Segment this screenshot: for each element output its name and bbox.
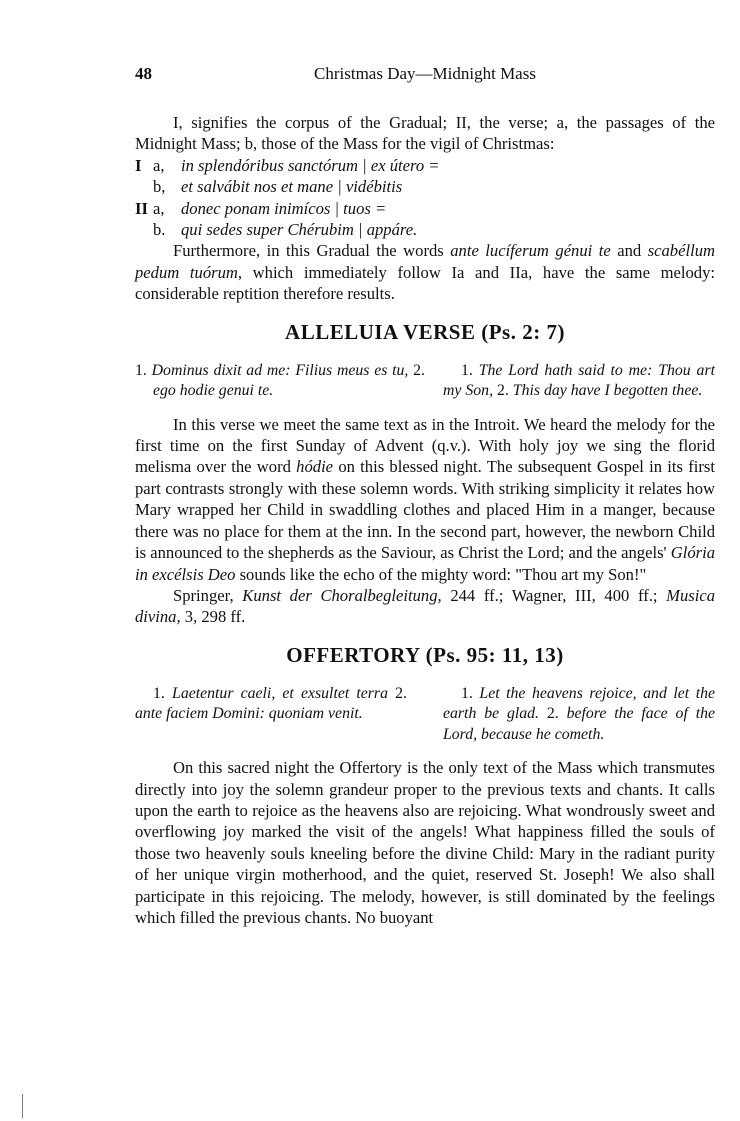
- english-column: [443, 361, 715, 402]
- verse-number: 2.: [546, 705, 559, 723]
- key-line: [135, 198, 715, 219]
- key-roman: [135, 176, 153, 197]
- key-line: [135, 219, 715, 240]
- furthermore-paragraph: [135, 240, 715, 304]
- text-run: In this verse we meet the same text as in the Introit. We heard the melody for the first time on the first Sunday of Advent (q.v.). With holy joy we sing the florid melisma over the word: [135, 414, 715, 477]
- author: Springer,: [173, 585, 234, 605]
- alleluia-commentary: [135, 414, 715, 585]
- english-verse: before the face of the Lord, because he cometh.: [443, 705, 715, 743]
- latin-phrase: ante lucíferum génui te: [450, 241, 611, 261]
- key-letter: b.: [153, 220, 166, 240]
- latin-verse: Dominus dixit ad me: Filius meus es tu,: [151, 361, 409, 379]
- offertory-heading: OFFERTORY (Ps. 95: 11, 13): [286, 642, 564, 667]
- verse-number: 2.: [413, 361, 426, 379]
- key-letter: a,: [153, 155, 165, 175]
- running-head: Christmas Day—Midnight Mass: [314, 64, 536, 83]
- text-run: sounds like the echo of the mighty word: "Thou art my Son!": [235, 564, 647, 584]
- verse-number: 1.: [461, 684, 473, 702]
- key-line: [135, 155, 715, 176]
- key-phrase: qui sedes super Chérubim | appáre.: [181, 220, 418, 240]
- offertory-commentary: On this sacred night the Offertory is the only text of the Mass which transmutes directly into joy the solemn grandeur proper to the previous texts and chants. It calls upon the earth to rejoice as the heavens also are rejoicing. What wondrously sweet and overflowing joy marked the visit of the angels! What happiness filled the souls of those two heavenly souls kneeling before the divine Child: Mary in the radiant purity of her unique virgin motherhood, and the quiet, reserved St. Joseph! We also shall participate in this rejoicing. The melody, however, is still dominated by the feelings which filled the previous chants. No buoyant: [135, 758, 715, 928]
- verse-number: 1.: [135, 361, 147, 379]
- key-phrase: donec ponam inimícos | tuos =: [181, 198, 387, 218]
- text-run: 244 ff.; Wagner, III, 400 ff.;: [450, 585, 658, 605]
- references-paragraph: [135, 585, 715, 628]
- english-verse: Let the heavens rejoice, and let the earth be glad.: [443, 684, 716, 723]
- verse-number: 2.: [395, 684, 408, 702]
- english-column: [443, 684, 715, 746]
- latin-verse: ante faciem Domini: quoniam venit.: [135, 705, 363, 723]
- page-header: [135, 64, 715, 92]
- english-verse: This day have I begotten thee.: [512, 382, 703, 400]
- book-title: Musica divina,: [135, 585, 715, 627]
- latin-phrase: Glória in excélsis Deo: [135, 543, 715, 584]
- intro-paragraph: I, signifies the corpus of the Gradual; II, the verse; a, the passages of the Midnight Mass; b, those of the Mass for the vigil of Christmas:: [135, 113, 715, 154]
- text-run: which immediately follow Ia and IIa, have the same melody: considerable reptition therefore results.: [135, 262, 715, 304]
- latin-verse: ego hodie genui te.: [153, 382, 274, 400]
- verse-number: 1.: [461, 361, 473, 379]
- key-roman: I: [135, 155, 142, 175]
- key-letter: b,: [153, 177, 166, 197]
- page-content: [135, 112, 715, 928]
- margin-mark: [22, 1094, 23, 1118]
- key-roman: II: [135, 198, 148, 218]
- latin-column: [135, 684, 407, 746]
- page-number: 48: [135, 64, 152, 83]
- key-roman: [135, 219, 153, 240]
- verse-number: 1.: [153, 684, 165, 702]
- offertory-texts: [135, 684, 715, 746]
- text-run: on this blessed night. The subsequent Gospel in its first part contrasts strongly with these solemn words. With striking simplicity it relates how Mary wrapped her Child in swaddling clothes and placed Him in a manger, because there was no place for them at the inn. In the second part, however, the newborn Child is announced to the shepherds as the Saviour, as Christ the Lord; and the angels': [135, 457, 715, 563]
- english-verse: The Lord hath said to me: Thou art my Son,: [443, 361, 715, 400]
- gradual-key-lines: [135, 155, 715, 241]
- text-run: Furthermore, in this Gradual the words: [173, 241, 451, 261]
- key-letter: a,: [153, 198, 165, 218]
- verse-number: 2.: [496, 382, 509, 400]
- key-phrase: in splendóribus sanctórum | ex útero =: [181, 155, 440, 175]
- latin-column: [135, 361, 425, 402]
- latin-verse: Laetentur caeli, et exsultet terra: [172, 684, 388, 702]
- latin-word: hódie: [296, 457, 334, 477]
- alleluia-texts: [135, 361, 715, 402]
- text-run: 3, 298 ff.: [184, 607, 246, 627]
- key-phrase: et salvábit nos et mane | vidébitis: [181, 177, 403, 197]
- latin-phrase: scabéllum pedum tuórum,: [135, 241, 715, 282]
- key-line: [135, 176, 715, 197]
- book-title: Kunst der Choralbegleitung,: [242, 585, 442, 605]
- alleluia-heading: ALLELUIA VERSE (Ps. 2: 7): [285, 319, 565, 344]
- text-run: and: [610, 241, 648, 261]
